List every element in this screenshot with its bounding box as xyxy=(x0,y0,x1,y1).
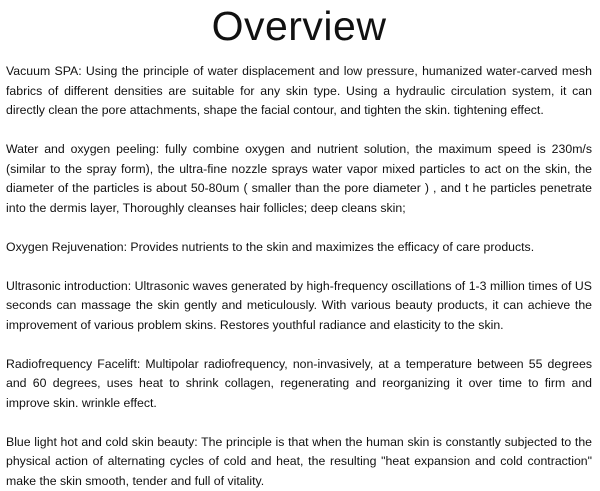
page-title: Overview xyxy=(6,0,592,56)
section-radiofrequency-facelift: Radiofrequency Facelift: Multipolar radiofrequency, non-invasively, at a temperature between 55 degrees and 60 degrees, uses heat to shrink collagen, regenerating and reorganizing it over time to firm and improve skin. wrinkle effect. xyxy=(6,355,592,414)
section-spacer xyxy=(6,257,592,277)
section-oxygen-rejuvenation: Oxygen Rejuvenation: Provides nutrients to the skin and maximizes the efficacy of care products. xyxy=(6,238,592,258)
section-ultrasonic-introduction: Ultrasonic introduction: Ultrasonic waves generated by high-frequency oscillations of 1-3 million times of US seconds can massage the skin gently and meticulously. With various beauty products, it can achieve the improvement of various problem skins. Restores youthful radiance and elasticity to the skin. xyxy=(6,277,592,336)
section-blue-light-hot-cold: Blue light hot and cold skin beauty: The principle is that when the human skin is constantly subjected to the physical action of alternating cycles of cold and heat, the resulting "heat expansion and cold contraction" make the skin smooth, tender and full of vitality. xyxy=(6,433,592,491)
section-spacer xyxy=(6,121,592,141)
section-water-oxygen-peeling: Water and oxygen peeling: fully combine oxygen and nutrient solution, the maximum speed is 230m/s (similar to the spray form), the ultra-fine nozzle sprays water vapor mixed particles to act on the skin, the diameter of the particles is about 50-80um ( smaller than the pore diameter ) , and t he particles penetrate into the dermis layer, Thoroughly cleanses hair follicles; deep cleans skin; xyxy=(6,140,592,218)
section-vacuum-spa: Vacuum SPA: Using the principle of water displacement and low pressure, humanized water-carved mesh fabrics of different densities are suitable for any skin type. Using a hydraulic circulation system, it can directly clean the pore attachments, shape the facial contour, and tighten the skin. tightening effect. xyxy=(6,62,592,121)
section-spacer xyxy=(6,218,592,238)
section-spacer xyxy=(6,413,592,433)
section-spacer xyxy=(6,335,592,355)
